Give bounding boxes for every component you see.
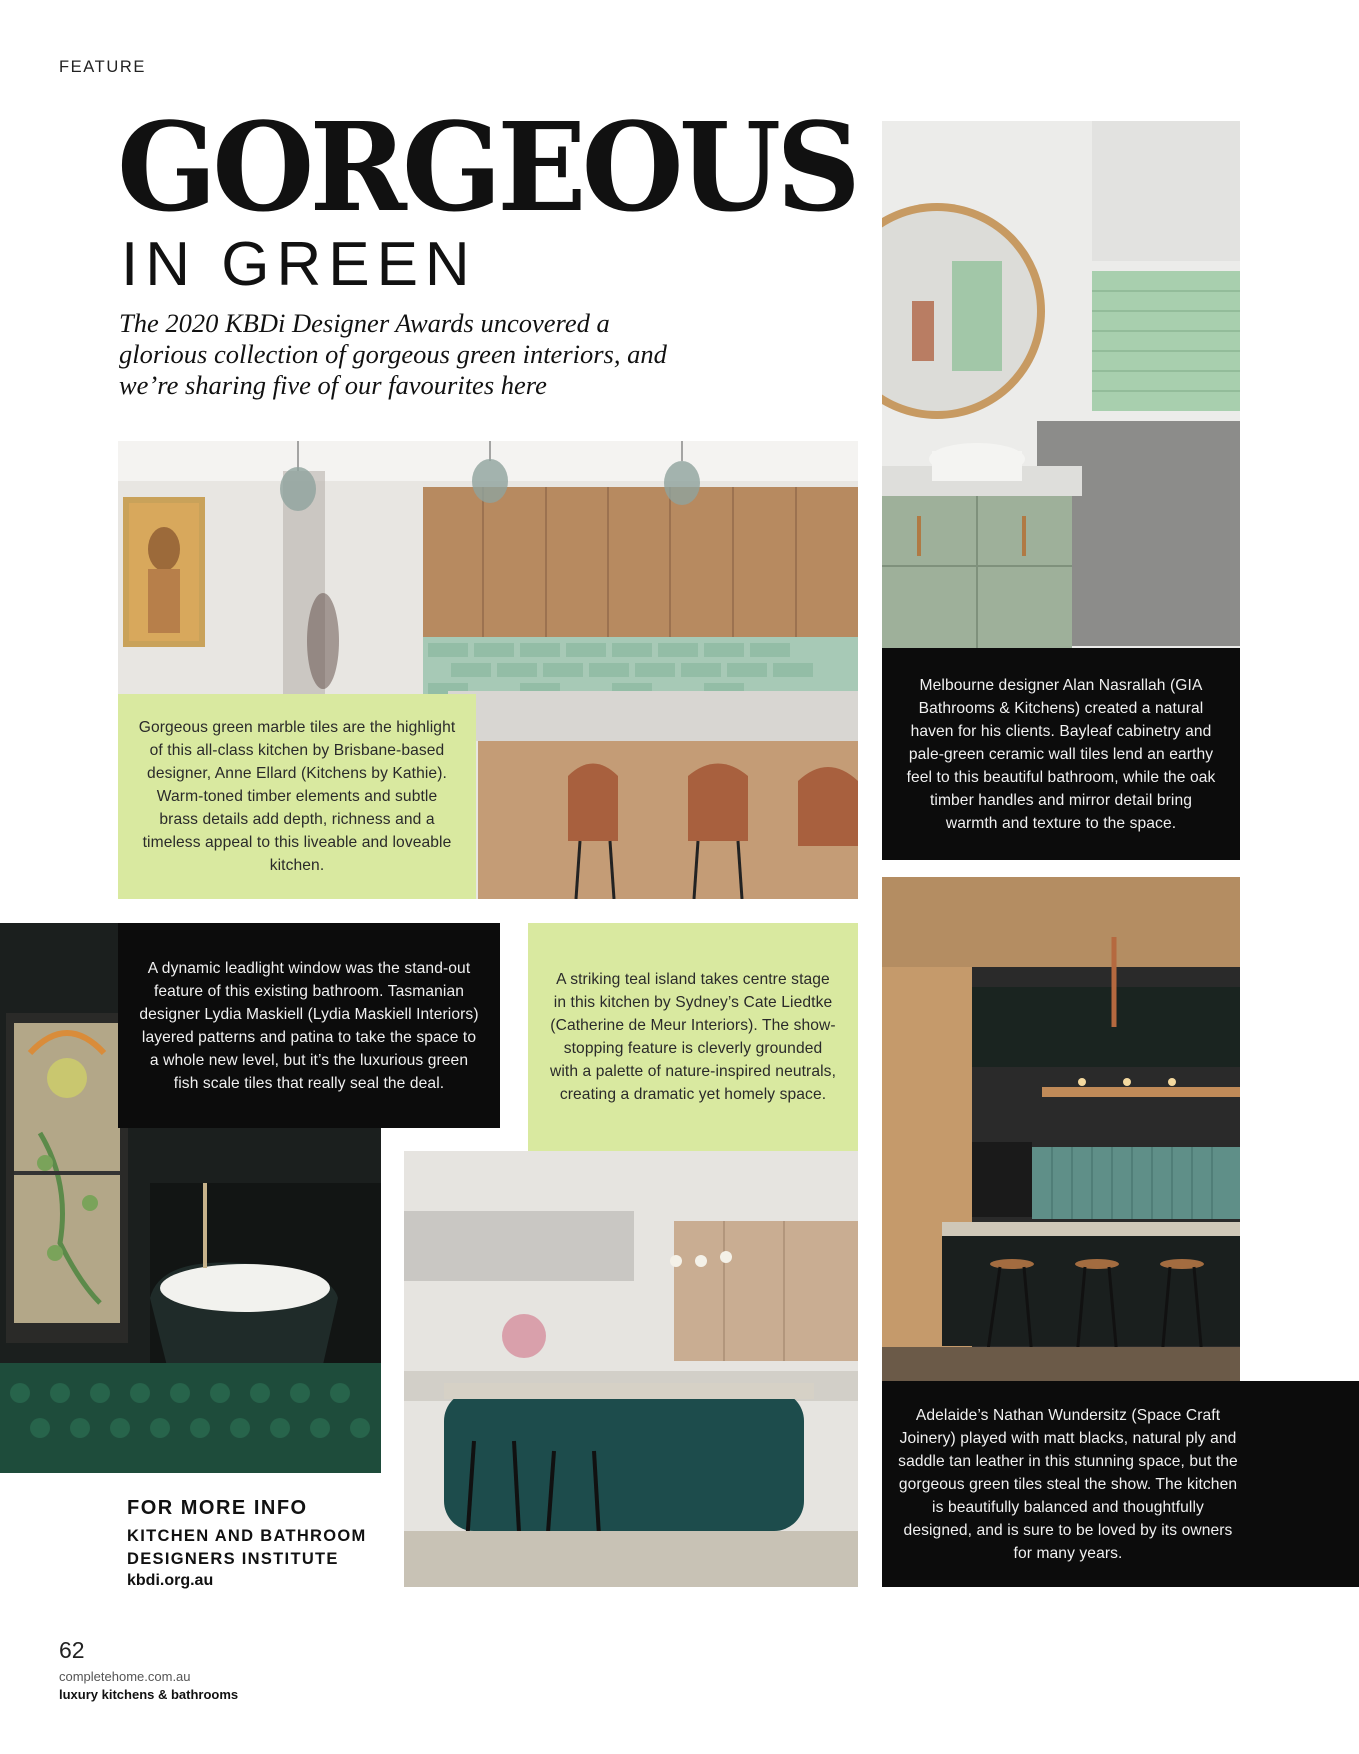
caption-kitchen-ellard: Gorgeous green marble tiles are the highlight of this all-class kitchen by Brisbane-based designer, Anne Ellard (Kitchens by Kathie). Warm-toned timber elements and subtle brass details add depth, richness and a timeless appeal to this liveable and loveable kitchen. <box>118 694 476 899</box>
caption-bathroom-nasrallah: Melbourne designer Alan Nasrallah (GIA Bathrooms & Kitchens) created a natural haven for his clients. Bayleaf cabinetry and pale-green ceramic wall tiles lend an earthy feel to this beautiful bathroom, while the oak timber handles and mirror detail bring warmth and texture to the space. <box>882 648 1240 860</box>
caption-kitchen-wundersitz <box>882 1381 1359 1587</box>
caption-kitchen-liedtke: A striking teal island takes centre stage in this kitchen by Sydney’s Cate Liedtke (Catherine de Meur Interiors). The show-stopping feature is cleverly grounded with a palette of nature-inspired neutrals, creating a dramatic yet homely space. <box>528 923 858 1151</box>
page-title: GORGEOUS <box>117 95 857 239</box>
standfirst: The 2020 KBDi Designer Awards uncovered a glorious collection of gorgeous green interiors, and we’re sharing five of our favourites here <box>119 308 667 400</box>
section-label: FEATURE <box>59 58 146 76</box>
site-url: completehome.com.au <box>59 1669 191 1684</box>
info-heading: FOR MORE INFO <box>127 1497 308 1519</box>
kitchen-wundersitz-photo <box>882 877 1240 1381</box>
info-url-link[interactable]: kbdi.org.au <box>127 1572 214 1589</box>
kitchen-liedtke-photo <box>404 1151 858 1587</box>
caption-bathroom-maskiell: A dynamic leadlight window was the stand-out feature of this existing bathroom. Tasmanian designer Lydia Maskiell (Lydia Maskiell Interiors) layered patterns and patina to take the space to a whole new level, but it’s the luxurious green fish scale tiles that really seal the deal. <box>118 923 500 1128</box>
info-organisation: KITCHEN AND BATHROOM DESIGNERS INSTITUTE <box>127 1527 367 1568</box>
bathroom-nasrallah-photo <box>882 121 1240 648</box>
caption-kitchen-wundersitz-text: Adelaide’s Nathan Wundersitz (Space Craft Joinery) played with matt blacks, natural ply and saddle tan leather in this stunning space, but the gorgeous green tiles steal the show. The kitchen is beautifully balanced and thoughtfully designed, and is sure to be loved by its owners for many years. <box>898 1406 1238 1562</box>
publication-name: luxury kitchens & bathrooms <box>59 1687 239 1702</box>
page-subtitle: IN GREEN <box>121 230 477 299</box>
page-number: 62 <box>59 1637 85 1663</box>
